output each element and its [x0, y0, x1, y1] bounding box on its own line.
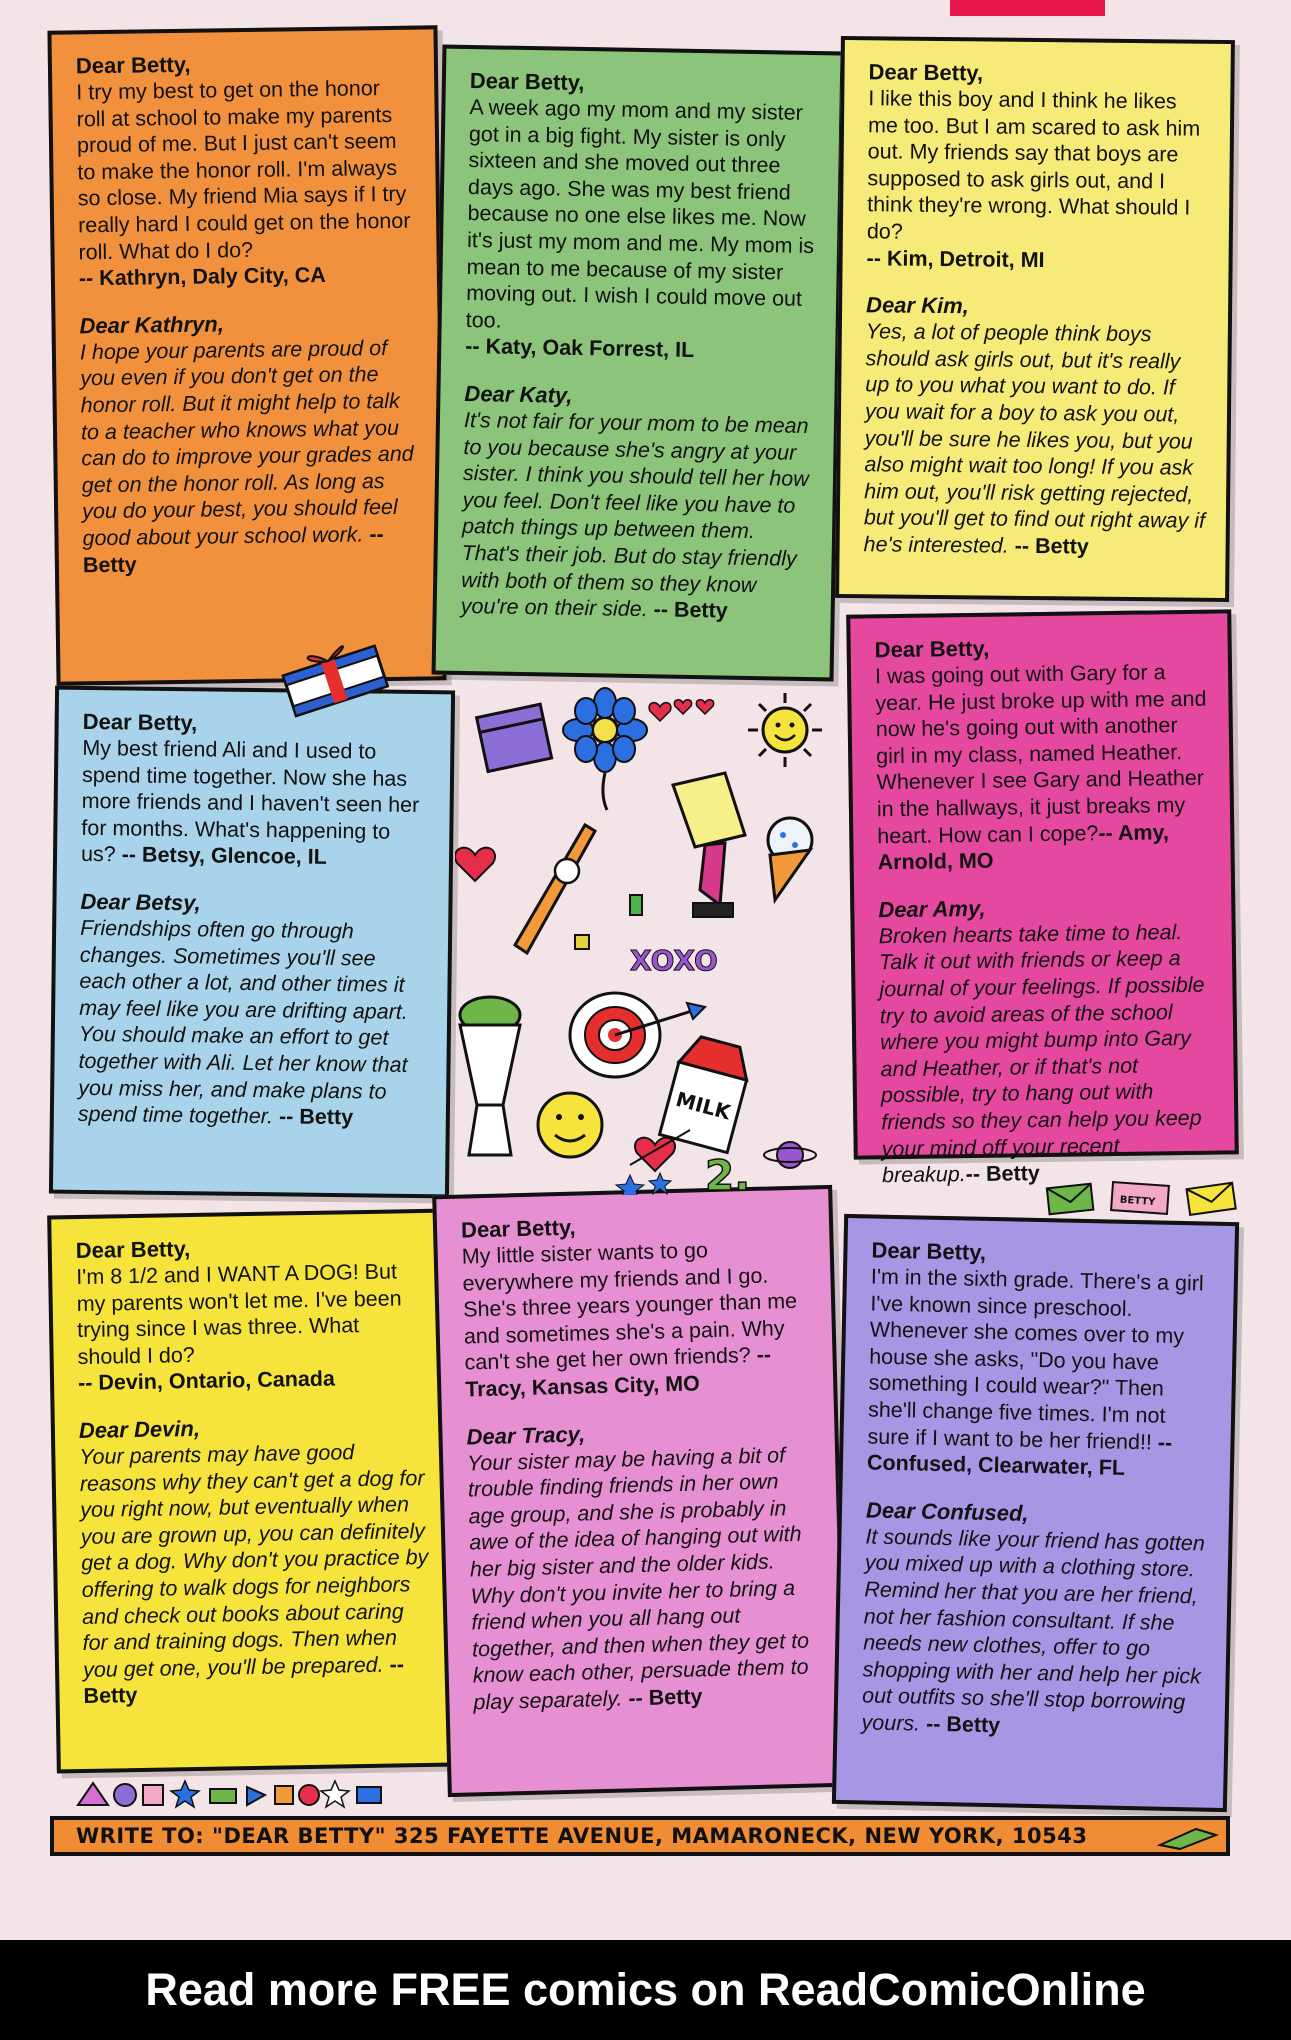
letter-question: My little sister wants to go everywhere my friends and I go. She's three years younger than me and sometimes she's a pain. Why can't she get her own friends? -- Tracy, Kansas City, MO [461, 1238, 798, 1402]
letter-question: My best friend Ali and I used to spend time together. Now she has more friends and I haven't seen her for months. What's happening to us? -- Betsy, Glencoe, IL [80, 735, 420, 870]
flower-icon [563, 688, 647, 810]
smiley-icon [538, 1093, 602, 1157]
answer-greeting: Dear Katy, [464, 380, 573, 408]
heart-arrow-icon [630, 1130, 690, 1171]
confetti-shapes [575, 895, 642, 949]
answer-text: Friendships often go through changes. Sometimes you'll see each other a lot, and other times it may feel like you are drifting apart. You should make an effort to get together with Ali. Let her know that you miss her, and make plans to spend time together. -- Betty [77, 915, 408, 1130]
letter-signature: -- Betsy, Glencoe, IL [121, 842, 327, 870]
answer-greeting: Dear Confused, [865, 1497, 1029, 1526]
number-two-text: 2. [705, 1151, 751, 1195]
letter-panel-devin [47, 1209, 457, 1774]
answer-text: Your sister may be having a bit of trouble finding friends in her own age group, and she is probably in awe of the idea of hanging out with her big sister and the older kids. Why don't you invite her to bring a friend when you all hang out together, and then when they get to know each other, persuade them to play separately. -- Betty [466, 1442, 810, 1715]
letter-question: I try my best to get on the honor roll at school to make my parents proud of me. But I just can't seem to make the honor roll. I'm always so close. My friend Mia says if I try really hard I could get on the honor roll. What do I do? [76, 76, 411, 264]
letter-greeting: Dear Betty, [460, 1214, 576, 1243]
letter-signature: -- Devin, Ontario, Canada [77, 1366, 336, 1396]
answer-signature: -- Betty [653, 597, 728, 623]
letter-panel-kathryn [47, 25, 446, 685]
letter-signature: -- Kathryn, Daly City, CA [78, 263, 326, 291]
answer-greeting: Dear Kathryn, [79, 311, 225, 339]
small-hearts-icon [649, 700, 714, 721]
answer-signature: -- Betty [82, 522, 384, 577]
answer-text: Broken hearts take time to heal. Talk it out with friends or keep a journal of your feelings. If possible try to avoid areas of the school where you might bump into Gary and Heather, or if that's not possible, try to hang out with friends so they can help you keep your mind off your recent breakup.-- Betty [878, 919, 1205, 1188]
answer-greeting: Dear Kim, [866, 292, 969, 319]
answer-signature: -- Betty [965, 1161, 1040, 1187]
answer-greeting: Dear Devin, [78, 1415, 201, 1443]
letter-greeting: Dear Betty, [874, 635, 990, 663]
letter-signature: -- Amy, Arnold, MO [877, 819, 1170, 875]
footer-text: Read more FREE comics on ReadComicOnline [145, 1964, 1146, 2015]
letter-greeting: Dear Betty, [871, 1237, 987, 1265]
decorative-shapes-row [75, 1775, 455, 1815]
letter-signature: -- Tracy, Kansas City, MO [464, 1342, 772, 1402]
letter-greeting: Dear Betty, [82, 708, 198, 736]
mailing-address-bar [50, 1816, 1230, 1856]
answer-text: I hope your parents are proud of you even if you don't get on the honor roll. But it might help to talk to a teacher who knows what you can do to improve your grades and get on the honor roll. As long as you do your best, you should feel good about your school work. -- Betty [79, 335, 414, 577]
planet-icon [764, 1142, 816, 1168]
answer-text: It's not fair for your mom to be mean to you because she's angry at your sister. I think you should tell her how you feel. Don't feel like you have to patch things up between them. That's their job. But do stay friendly with both of them so they know you're on their side. -- Betty [460, 407, 809, 623]
stars-icon [616, 1173, 671, 1195]
answer-text: Your parents may have good reasons why they can't get a dog for you right now, but eventually when you are grown up, you can definitely get a dog. Why don't you practice by offering to walk dogs for neighbors and check out books about caring for and training dogs. Then when you get one, you'll be prepared. -- Betty [79, 1440, 429, 1709]
baseball-bat-icon [515, 825, 595, 953]
answer-greeting: Dear Amy, [878, 895, 986, 923]
sundae-icon [460, 997, 520, 1155]
answer-signature: -- Betty [83, 1652, 405, 1709]
letter-question: I was going out with Gary for a year. He just broke up with me and now he's going out with another girl in my class, named Heather. Whenever I see Gary and Heather in the hallways, it just breaks my heart. How can I cope?-- Amy, Arnold, MO [874, 660, 1207, 875]
letter-question: I'm 8 1/2 and I WANT A DOG! But my parents won't let me. I've been trying since I was three. What should I do? [76, 1259, 402, 1369]
lamp-icon [673, 773, 745, 917]
milk-carton-label: MILK [673, 1086, 734, 1125]
letter-panel-amy [846, 609, 1239, 1188]
answer-signature: -- Betty [925, 1711, 1001, 1738]
answer-greeting: Dear Betsy, [80, 888, 201, 916]
doodle-collage [455, 685, 845, 1195]
answer-text: Yes, a lot of people think boys should ask girls out, but it's really up to you what you want to do. If you wait for a boy to ask you out, you'll be sure he likes you, but you also might wait too long! If you ask him out, you'll risk getting rejected, but you'll get to find out right away if he's interested. -- Betty [863, 319, 1206, 559]
answer-greeting: Dear Tracy, [466, 1420, 586, 1450]
letter-signature: -- Katy, Oak Forrest, IL [465, 334, 695, 363]
present-icon [477, 704, 552, 771]
answer-signature: -- Betty [1014, 533, 1089, 559]
heart-icon [455, 848, 495, 881]
envelopes-icon [1040, 1178, 1250, 1218]
answer-text: It sounds like your friend has gotten you mixed up with a clothing store. Remind her that you are her friend, not her fashion consultant. If she needs new clothes, offer to go shopping with her and help her pick out outfits so she'll stop borrowing yours. -- Betty [861, 1524, 1206, 1738]
letter-question: I like this boy and I think he likes me too. But I am scared to ask him out. My friends say that boys are supposed to ask girls out, and I think they're wrong. What should I do? [866, 86, 1201, 244]
sun-icon [748, 693, 822, 767]
envelope-label: BETTY [1119, 1194, 1156, 1209]
letter-signature: -- Kim, Detroit, MI [866, 245, 1045, 272]
gift-box-icon [275, 630, 395, 720]
letter-signature: -- Confused, Clearwater, FL [866, 1430, 1173, 1481]
letter-greeting: Dear Betty, [469, 68, 585, 96]
answer-signature: -- Betty [628, 1684, 703, 1711]
letter-panel-betsy [49, 686, 455, 1199]
mailing-address-text: WRITE TO: "DEAR BETTY" 325 FAYETTE AVENUE, MAMARONECK, NEW YORK, 10543 [76, 1824, 1088, 1848]
answer-signature: -- Betty [278, 1104, 354, 1130]
milk-carton-icon [660, 1033, 755, 1153]
letter-panel-katy [432, 45, 845, 682]
xoxo-text: XOXO [630, 944, 718, 977]
letter-greeting: Dear Betty, [75, 51, 191, 79]
letter-question: I'm in the sixth grade. There's a girl I've known since preschool. Whenever she comes over to my house she asks, "Do you have something I could wear?" Then she'll change five times. I'm not sure if I want to be her friend!! -- Confused, Clearwater, FL [866, 1264, 1204, 1481]
footer-banner [0, 1940, 1291, 2040]
letter-panel-tracy [432, 1185, 848, 1797]
letter-panel-kim [835, 36, 1235, 602]
top-color-tab [950, 0, 1105, 16]
letter-greeting: Dear Betty, [868, 59, 984, 86]
letter-question: A week ago my mom and my sister got in a big fight. My sister is only sixteen and she moved out three days ago. She was my best friend because no one else likes me. Now it's just my mom and me. My mom is mean to me because of my sister moving out. I wish I could move out too. [465, 95, 815, 333]
ice-cream-icon [768, 818, 812, 900]
letter-greeting: Dear Betty, [75, 1236, 191, 1264]
letter-panel-confused [832, 1214, 1239, 1812]
pencil-icon [1156, 1823, 1220, 1851]
